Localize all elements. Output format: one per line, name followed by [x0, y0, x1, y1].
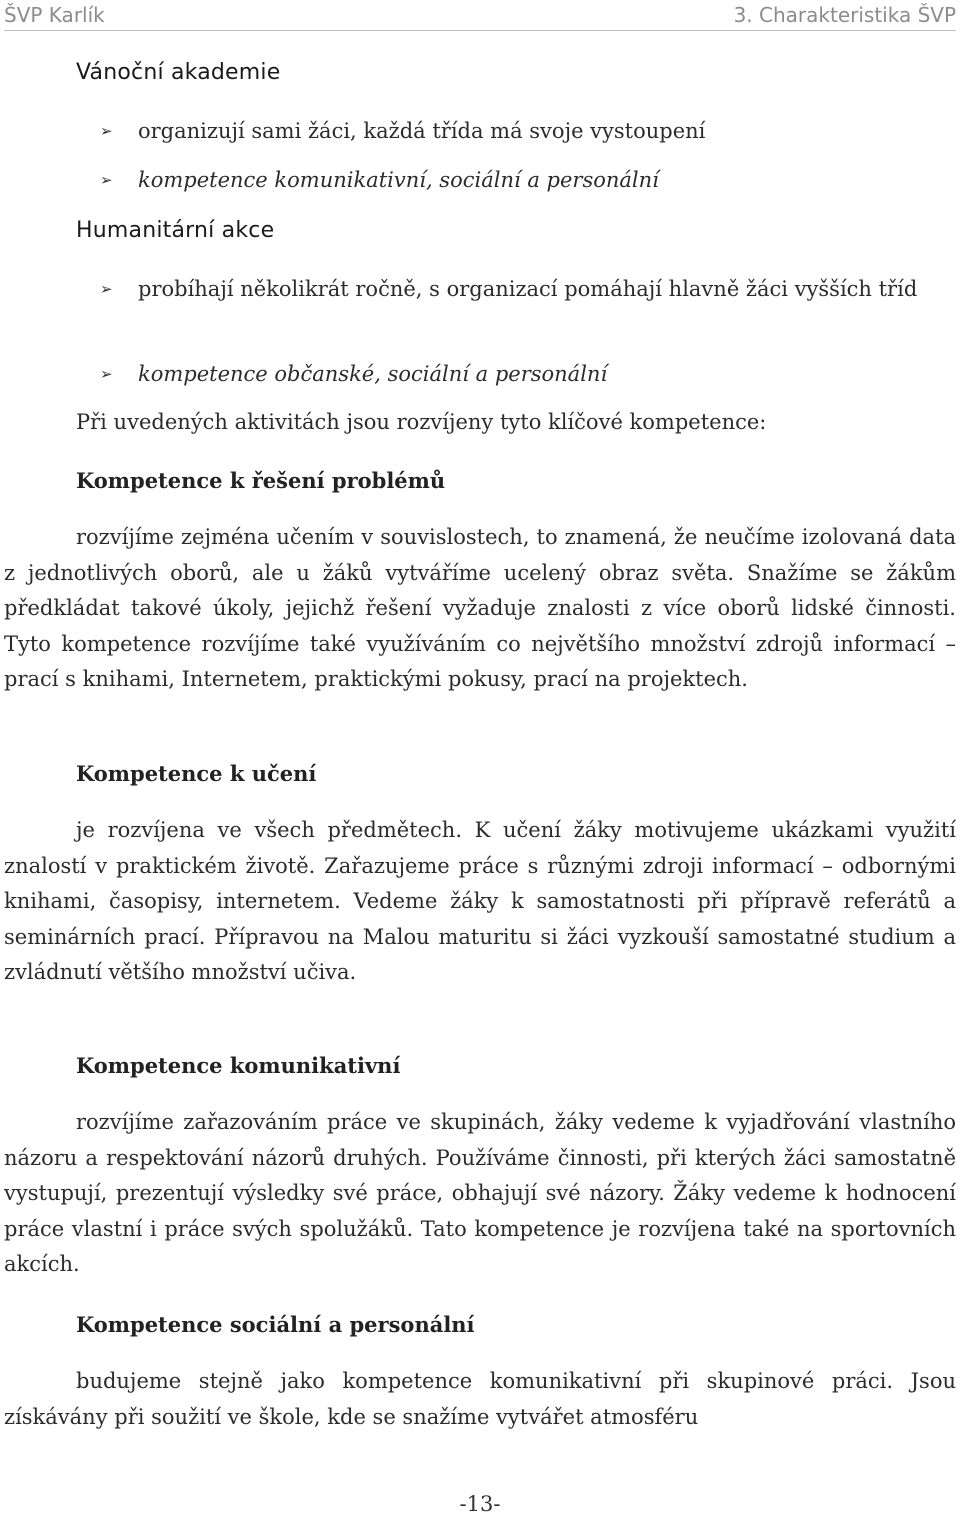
list-item	[4, 271, 956, 307]
list-item-text: organizují sami žáci, každá třída má svoje vystoupení	[138, 119, 706, 143]
list-item	[4, 113, 956, 149]
arrow-bullet-icon: ➢	[100, 171, 113, 189]
heading-humanitarni-akce: Humanitární akce	[76, 218, 275, 243]
header-document-title: ŠVP Karlík	[4, 3, 105, 27]
arrow-bullet-icon: ➢	[100, 365, 113, 383]
intro-text: Při uvedených aktivitách jsou rozvíjeny tyto klíčové kompetence:	[76, 410, 767, 434]
paragraph-socialni: budujeme stejně jako kompetence komunikativní při skupinové práci. Jsou získávány při soužití ve škole, kde se snažíme vytvářet atmosféru	[4, 1369, 956, 1429]
heading-kompetence-uceni: Kompetence k učení	[76, 761, 317, 786]
list-item-text: probíhají několikrát ročně, s organizací pomáhají hlavně žáci vyšších tříd	[138, 277, 918, 301]
paragraph-uceni: je rozvíjena ve všech předmětech. K učení žáky motivujeme ukázkami využití znalostí v praktickém životě. Zařazujeme práce s různými zdroji informací – odbornými knihami, časopisy, internetem. Vedeme žáky k samostatnosti při přípravě referátů a seminárních prací. Přípravou na Malou maturitu si žáci vyzkouší samostatné studium a zvládnutí většího množství učiva.	[4, 818, 956, 984]
header-chapter-title: 3. Charakteristika ŠVP	[733, 3, 956, 27]
heading-kompetence-komunikativni: Kompetence komunikativní	[76, 1053, 401, 1078]
list-item	[4, 162, 956, 198]
list-item	[4, 356, 956, 392]
heading-kompetence-reseni: Kompetence k řešení problémů	[76, 468, 446, 493]
page-number: -13-	[459, 1492, 501, 1516]
paragraph-reseni: rozvíjíme zejména učením v souvislostech, to znamená, že neučíme izolovaná data z jednotlivých oborů, ale u žáků vytváříme ucelený obraz světa. Snažíme se žákům předkládat takové úkoly, jejichž řešení vyžaduje znalosti z více oborů lidské činnosti. Tyto kompetence rozvíjíme také využíváním co největšího množství zdrojů informací – prací s knihami, Internetem, praktickými pokusy, prací na projektech.	[4, 525, 956, 691]
arrow-bullet-icon: ➢	[100, 280, 113, 298]
page-header	[4, 0, 956, 31]
paragraph-komunikativni: rozvíjíme zařazováním práce ve skupinách, žáky vedeme k vyjadřování vlastního názoru a respektování názorů druhých. Používáme činnosti, při kterých žáci samostatně vystupují, prezentují výsledky své práce, obhajují své názory. Žáky vedeme k hodnocení práce vlastní i práce svých spolužáků. Tato kompetence je rozvíjena také na sportovních akcích.	[4, 1110, 956, 1276]
list-item-text: kompetence občanské, sociální a personální	[138, 362, 608, 386]
heading-kompetence-socialni: Kompetence sociální a personální	[76, 1312, 475, 1337]
arrow-bullet-icon: ➢	[100, 122, 113, 140]
list-item-text: kompetence komunikativní, sociální a personální	[138, 168, 659, 192]
heading-vanocni-akademie: Vánoční akademie	[76, 60, 281, 85]
